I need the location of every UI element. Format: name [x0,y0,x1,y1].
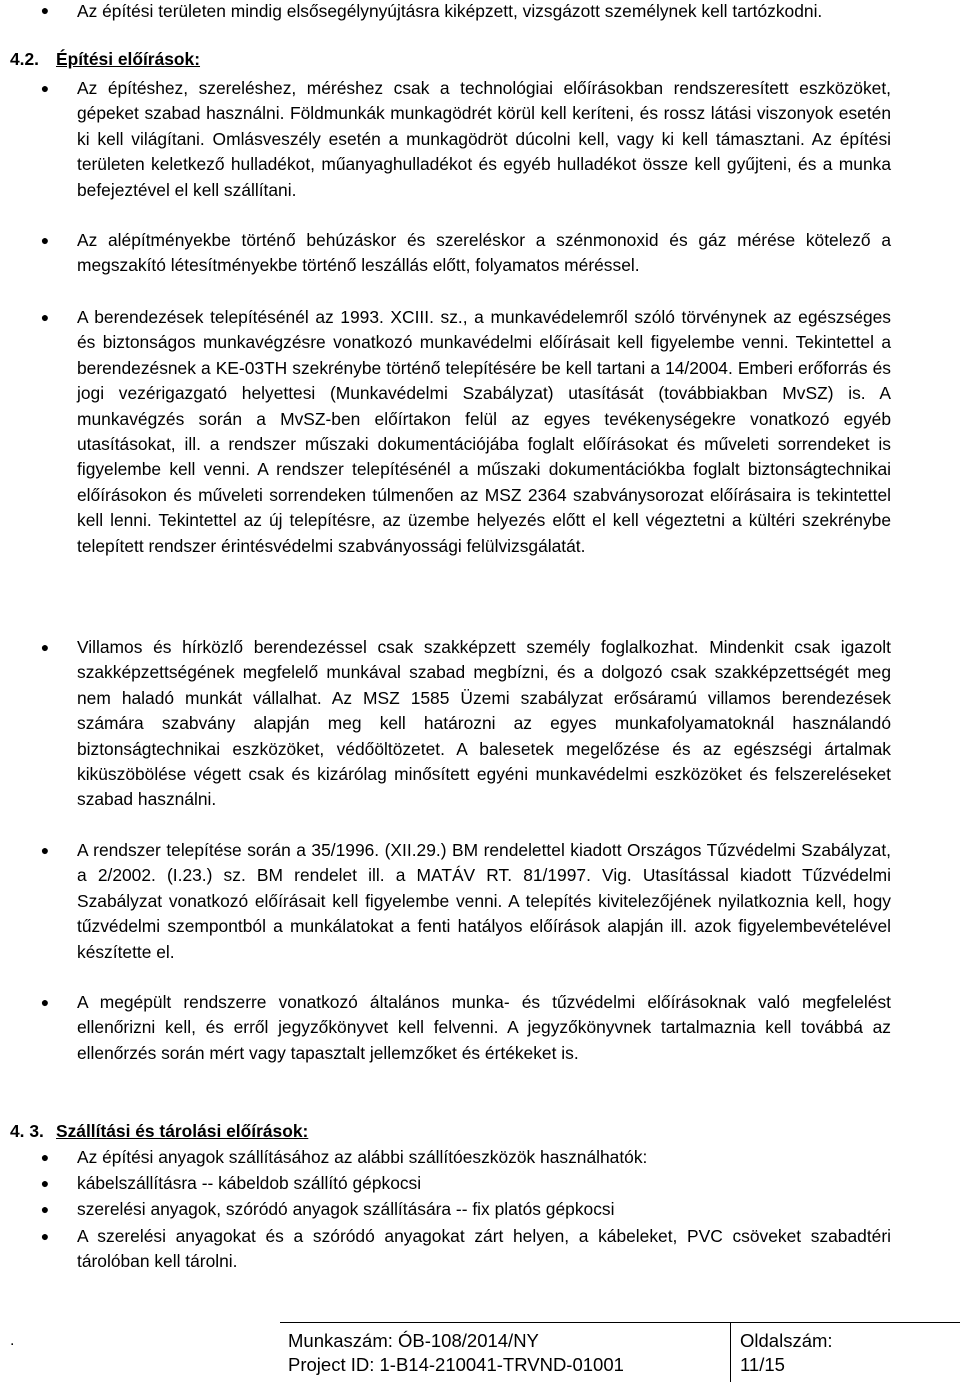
bullet-marker: ● [40,80,50,96]
footer-page-number: 11/15 [740,1354,785,1375]
section-heading-4-2 [10,48,200,70]
section-number: 4. 3. [10,1121,44,1141]
list-item: A berendezések telepítésénél az 1993. XCIII. sz., a munkavédelemről szóló törvénynek az egészséges és biztonságos munkavégzésre vonatkozó munkavédelmi előírásait kell figyelembe venni. Tekintettel a berendezésnek a KE-03TH szekrénybe történő telepítésére be kell tartani a 14/2004. Emberi erőforrás és jogi vezérigazgató helyettesi (Munkavédelmi Szabályzat) utasítását (továbbiakban MvSZ) is. A munkavégzés során a MvSZ-ben előírtakon felül az egyes tevékenységekre vonatkozó egyéb utasításokat, ill. a rendszer műszaki dokumentációjába foglalt előírásokat és műveleti sorrendeket is figyelembe kell venni. A rendszer telepítésénél a műszaki dokumentációkba foglalt biztonságtechnikai előírásokon és műveleti sorrendeken túlmenően az MSZ 2364 szabványsorozat előírásaira is tekintettel kell lenni. Tekintettel az új telepítésre, az üzembe helyezés előtt el kell végeztetni a kültéri szekrénybe telepített rendszer érintésvédelmi szabványossági felülvizsgálatát. [77,307,891,556]
footer-work-info [288,1329,624,1377]
list-item: szerelési anyagok, szóródó anyagok szállítására -- fix platós gépkocsi [77,1199,615,1219]
list-item: Az alépítményekbe történő behúzáskor és szereléskor a szénmonoxid és gáz mérése kötelező a megszakító létesítményekbe történő leszállás előtt, folyamatos méréssel. [77,230,891,276]
intro-paragraph: Az építési területen mindig elsősegélynyújtásra kiképzett, vizsgázott személynek kell tartózkodni. [77,1,823,21]
bullet-marker: ● [40,994,50,1010]
bullet-marker: ● [40,2,50,18]
footer-project-id: Project ID: 1-B14-210041-TRVND-01001 [288,1354,624,1375]
bullet-marker: ● [40,639,50,655]
list-item: A szerelési anyagokat és a szóródó anyagokat zárt helyen, a kábeleket, PVC csöveket szabadtéri tárolóban kell tárolni. [77,1226,891,1272]
bullet-marker: ● [40,1149,50,1165]
section-number: 4.2. [10,49,40,69]
bullet-marker: ● [40,1228,50,1244]
list-item: Villamos és hírközlő berendezéssel csak szakképzett személy foglalkozhat. Mindenkit csak igazolt szakképzettségének megfelelő munkával szabad megbízni, és a dolgozó csak szakképzettségét meg nem haladó munkát vállalhat. Az MSZ 1585 Üzemi szabályzat erősáramú villamos berendezések számára szabvány alapján meg kell határozni az egyes munkafolyamatoknál használandó biztonságtechnikai eszközöket, védőöltözetet. A balesetek megelőzése és az egészségi ártalmak kiküszöbölése végett csak és kizárólag minősített egyéni munkavédelmi eszközöket és felszereléseket szabad használni. [77,637,891,810]
footer-page-label: Oldalszám: [740,1330,833,1351]
bullet-marker: ● [40,1175,50,1191]
bullet-marker: ● [40,1201,50,1217]
bullet-marker: ● [40,232,50,248]
footer-mark: . [10,1332,15,1349]
footer-work-number: Munkaszám: ÓB-108/2014/NY [288,1330,539,1351]
section-title: Szállítási és tárolási előírások: [56,1121,309,1141]
list-item: kábelszállításra -- kábeldob szállító gépkocsi [77,1173,422,1193]
footer-column-divider [730,1322,731,1382]
footer-divider [280,1322,960,1323]
list-item: A megépült rendszerre vonatkozó általános munka- és tűzvédelmi előírásoknak való megfelelést ellenőrizni kell, és erről jegyzőkönyvet kell felvenni. A jegyzőkönyvnek tartalmaznia kell továbbá az ellenőrzés során mért vagy tapasztalt jellemzőket és értékeket is. [77,992,891,1063]
footer-page-info [740,1329,833,1377]
list-item: A rendszer telepítése során a 35/1996. (XII.29.) BM rendelettel kiadott Országos Tűzvédelmi Szabályzat, a 2/2002. (I.23.) sz. BM rendelet ill. a MATÁV RT. 81/1997. Vig. Utasítással kiadott Tűzvédelmi Szabályzat vonatkozó előírásait kell figyelembe venni. A telepítés kivitelezőjének nyilatkoznia kell, hogy tűzvédelmi szempontból a munkálatokat a fenti hatályos előírások alapján ill. azok figyelembevételével készítette el. [77,840,891,962]
section-title: Építési előírások: [56,49,201,69]
list-item: Az építési anyagok szállításához az alábbi szállítóeszközök használhatók: [77,1147,648,1167]
list-item: Az építéshez, szereléshez, méréshez csak a technológiai előírásokban rendszeresített eszközöket, gépeket szabad használni. Földmunkák munkagödrét körül kell keríteni, és rossz látási viszonyok esetén ki kell világítani. Omlásveszély esetén a munkagödröt dúcolni kell, vagy ki kell támasztani. Az építési területen keletkező hulladékot, műanyaghulladékot és egyéb hulladékot össze kell gyűjteni, és a munka befejeztével el kell szállítani. [77,78,891,200]
bullet-marker: ● [40,309,50,325]
section-heading-4-3 [10,1120,308,1142]
bullet-marker: ● [40,842,50,858]
